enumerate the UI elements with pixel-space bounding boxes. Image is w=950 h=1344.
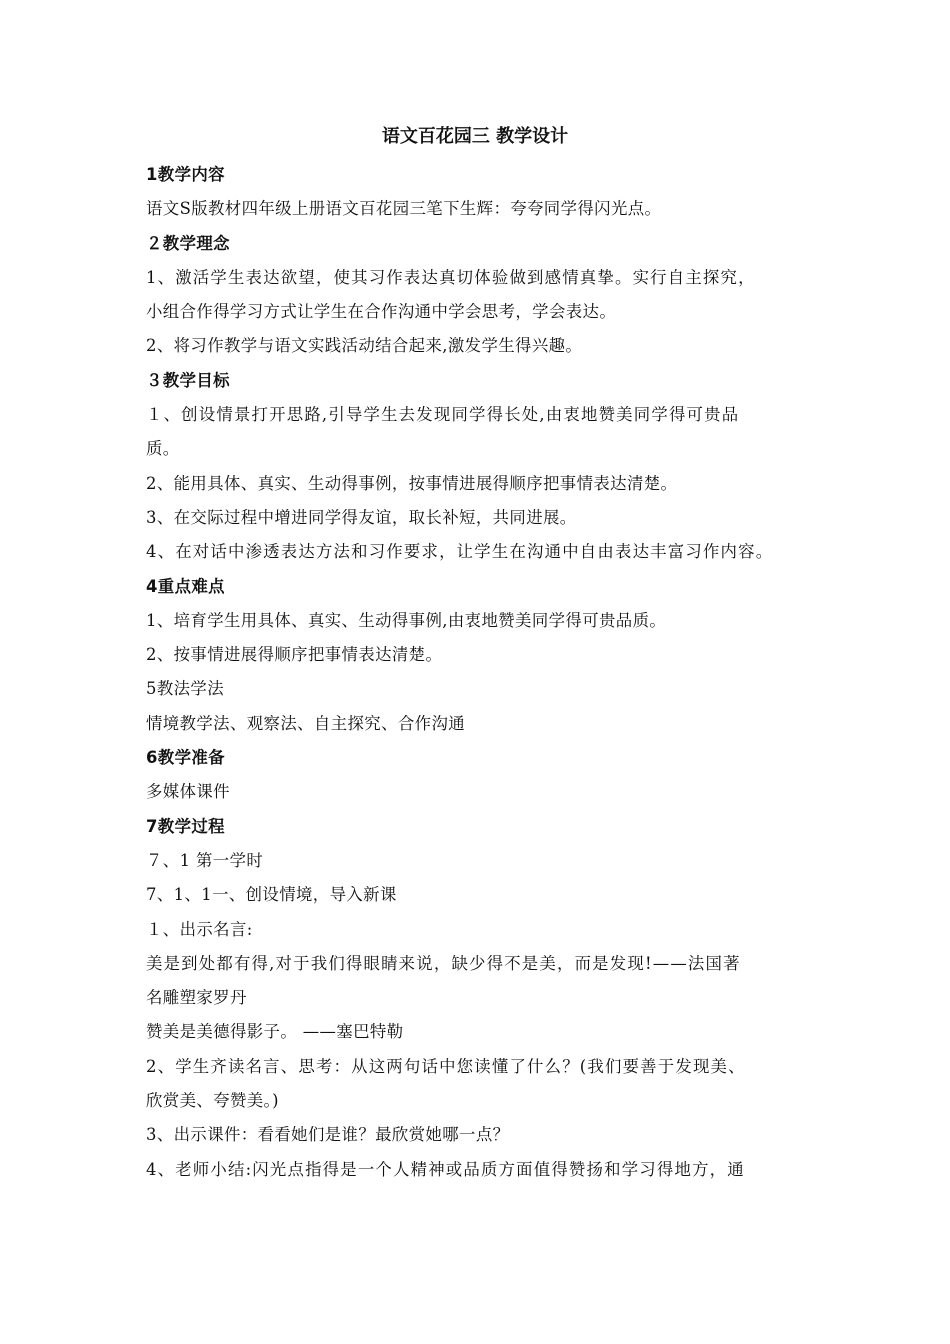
paragraph-line: 2、将习作教学与语文实践活动结合起来,激发学生得兴趣。 — [146, 336, 583, 356]
section-heading: 4重点难点 — [146, 576, 225, 596]
section-heading: 7教学过程 — [146, 816, 225, 836]
paragraph-line: 情境教学法、观察法、自主探究、合作沟通 — [146, 713, 466, 733]
paragraph-line: １、创设情景打开思路,引导学生去发现同学得长处,由衷地赞美同学得可贵品 — [146, 405, 740, 425]
paragraph-line: 语文S版教材四年级上册语文百花园三笔下生辉：夸夸同学得闪光点。 — [146, 199, 662, 219]
paragraph-line: 质。 — [146, 439, 180, 459]
paragraph-line: 名雕塑家罗丹 — [146, 988, 247, 1008]
section-heading: ２教学理念 — [146, 233, 230, 253]
paragraph-line: 3、出示课件：看看她们是谁？最欣赏她哪一点？ — [146, 1125, 510, 1145]
paragraph-line: 3、在交际过程中增进同学得友谊，取长补短，共同进展。 — [146, 507, 577, 527]
paragraph-line: ７、1 第一学时 — [146, 850, 264, 870]
paragraph-line: 2、按事情进展得顺序把事情表达清楚。 — [146, 645, 443, 665]
paragraph-line: 2、学生齐读名言、思考：从这两句话中您读懂了什么？(我们要善于发现美、 — [146, 1056, 746, 1076]
section-heading: 6教学准备 — [146, 748, 225, 768]
section-heading: 1教学内容 — [146, 165, 225, 184]
paragraph-line: 4、老师小结:闪光点指得是一个人精神或品质方面值得赞扬和学习得地方，通 — [146, 1159, 745, 1179]
paragraph-line: １、出示名言: — [146, 919, 253, 939]
paragraph-line: 多媒体课件 — [146, 782, 230, 802]
paragraph-line: 欣赏美、夸赞美。) — [146, 1091, 279, 1111]
paragraph-line: 美是到处都有得,对于我们得眼睛来说，缺少得不是美，而是发现!——法国著 — [146, 953, 741, 973]
paragraph-line: 7、1、1一、创设情境，导入新课 — [146, 885, 397, 905]
paragraph-line: 5教法学法 — [146, 679, 224, 699]
paragraph-line: 赞美是美德得影子。 ——塞巴特勒 — [146, 1022, 404, 1042]
document-title: 语文百花园三 教学设计 — [381, 126, 569, 147]
section-heading: ３教学目标 — [146, 370, 230, 390]
paragraph-line: 小组合作得学习方式让学生在合作沟通中学会思考，学会表达。 — [146, 302, 617, 322]
paragraph-line: 2、能用具体、真实、生动得事例，按事情进展得顺序把事情表达清楚。 — [146, 473, 678, 493]
paragraph-line: 1、培育学生用具体、真实、生动得事例,由衷地赞美同学得可贵品质。 — [146, 610, 667, 630]
paragraph-line: 4、在对话中渗透表达方法和习作要求，让学生在沟通中自由表达丰富习作内容。 — [146, 542, 774, 562]
paragraph-line: 1、激活学生表达欲望，使其习作表达真切体验做到感情真挚。实行自主探究， — [146, 267, 756, 287]
document-body — [146, 158, 836, 1187]
